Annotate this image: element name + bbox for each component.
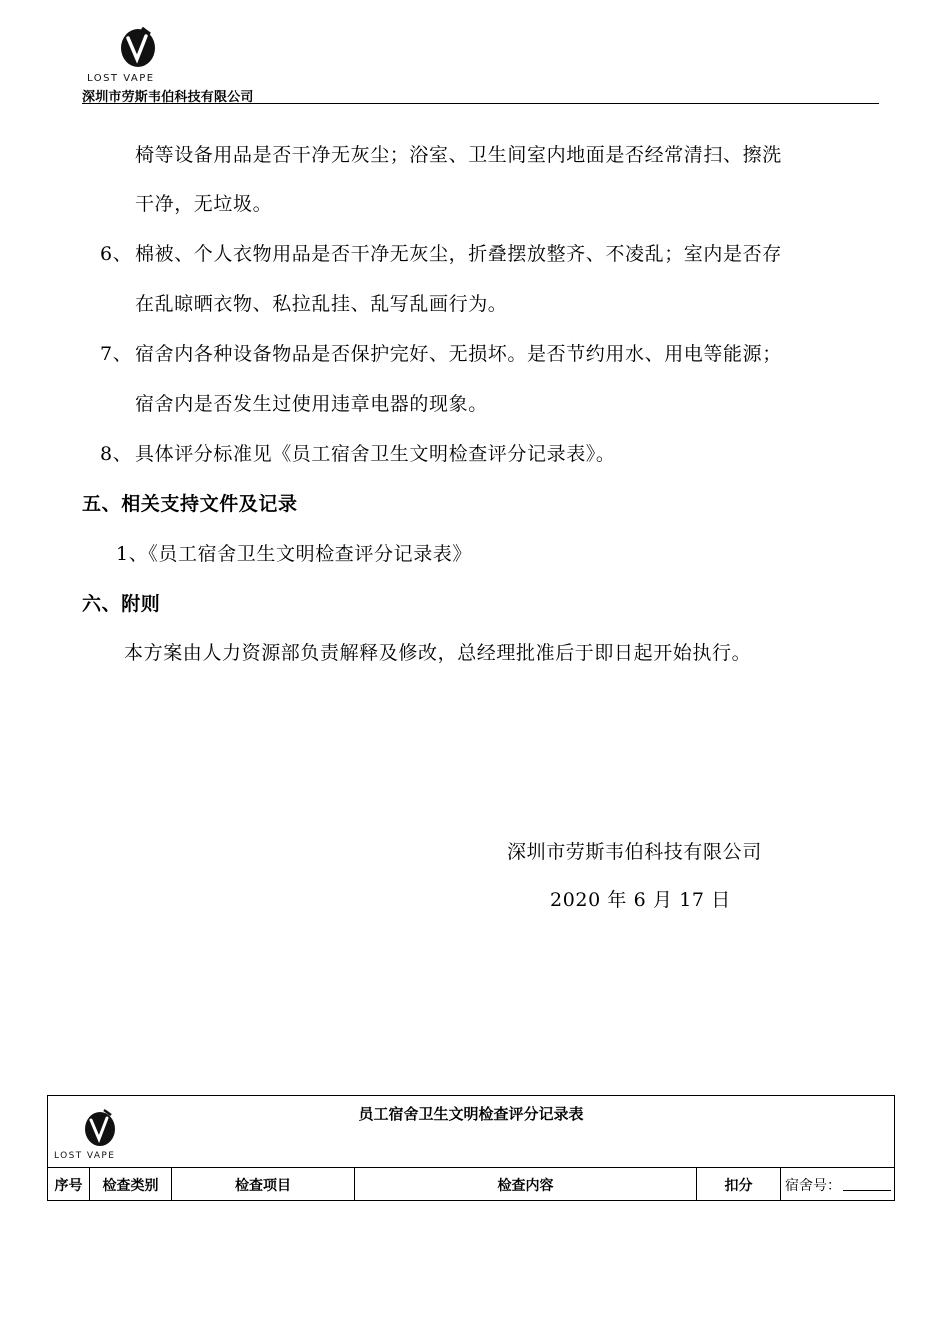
signature-company: 深圳市劳斯韦伯科技有限公司 bbox=[507, 841, 762, 863]
room-number-label: 宿舍号： bbox=[785, 1177, 841, 1194]
form-header bbox=[48, 1096, 894, 1168]
list-item-text: 1、《员工宿舍卫生文明检查评分记录表》 bbox=[116, 543, 472, 565]
list-item-text: 棉被、个人衣物用品是否干净无灰尘，折叠摆放整齐、不凌乱；室内是否存 bbox=[135, 243, 782, 265]
room-number-blank[interactable] bbox=[843, 1178, 891, 1191]
signature-date: 2020 年 6 月 17 日 bbox=[550, 889, 731, 911]
list-item-text: 具体评分标准见《员工宿舍卫生文明检查评分记录表》。 bbox=[135, 443, 616, 465]
column-header: 扣分 bbox=[697, 1168, 781, 1201]
header-divider bbox=[82, 103, 879, 104]
list-number: 8、 bbox=[100, 443, 133, 465]
column-header: 序号 bbox=[48, 1168, 90, 1201]
logo-text: LOST VAPE bbox=[54, 1151, 116, 1161]
column-header: 检查类别 bbox=[90, 1168, 172, 1201]
list-item-text: 在乱晾晒衣物、私拉乱挂、乱写乱画行为。 bbox=[135, 293, 508, 315]
column-header: 检查内容 bbox=[355, 1168, 697, 1201]
paragraph-line: 本方案由人力资源部负责解释及修改，总经理批准后于即日起开始执行。 bbox=[124, 642, 752, 664]
column-header: 检查项目 bbox=[172, 1168, 355, 1201]
company-logo bbox=[84, 26, 194, 84]
room-number-field[interactable] bbox=[781, 1168, 894, 1201]
list-number: 6、 bbox=[100, 243, 133, 265]
list-item-text: 宿舍内是否发生过使用违章电器的现象。 bbox=[135, 393, 488, 415]
paragraph-line: 椅等设备用品是否干净无灰尘；浴室、卫生间室内地面是否经常清扫、擦洗 bbox=[135, 144, 782, 166]
section-heading: 六、附则 bbox=[82, 593, 161, 615]
section-heading: 五、相关支持文件及记录 bbox=[82, 493, 298, 515]
inspection-form-table bbox=[47, 1095, 895, 1201]
paragraph-line: 干净，无垃圾。 bbox=[135, 193, 273, 215]
list-item-text: 宿舍内各种设备物品是否保护完好、无损坏。是否节约用水、用电等能源； bbox=[135, 343, 782, 365]
header-company-name: 深圳市劳斯韦伯科技有限公司 bbox=[82, 90, 254, 105]
logo-text: LOST VAPE bbox=[87, 73, 155, 84]
form-title: 员工宿舍卫生文明检查评分记录表 bbox=[358, 1105, 584, 1123]
list-number: 7、 bbox=[100, 343, 133, 365]
